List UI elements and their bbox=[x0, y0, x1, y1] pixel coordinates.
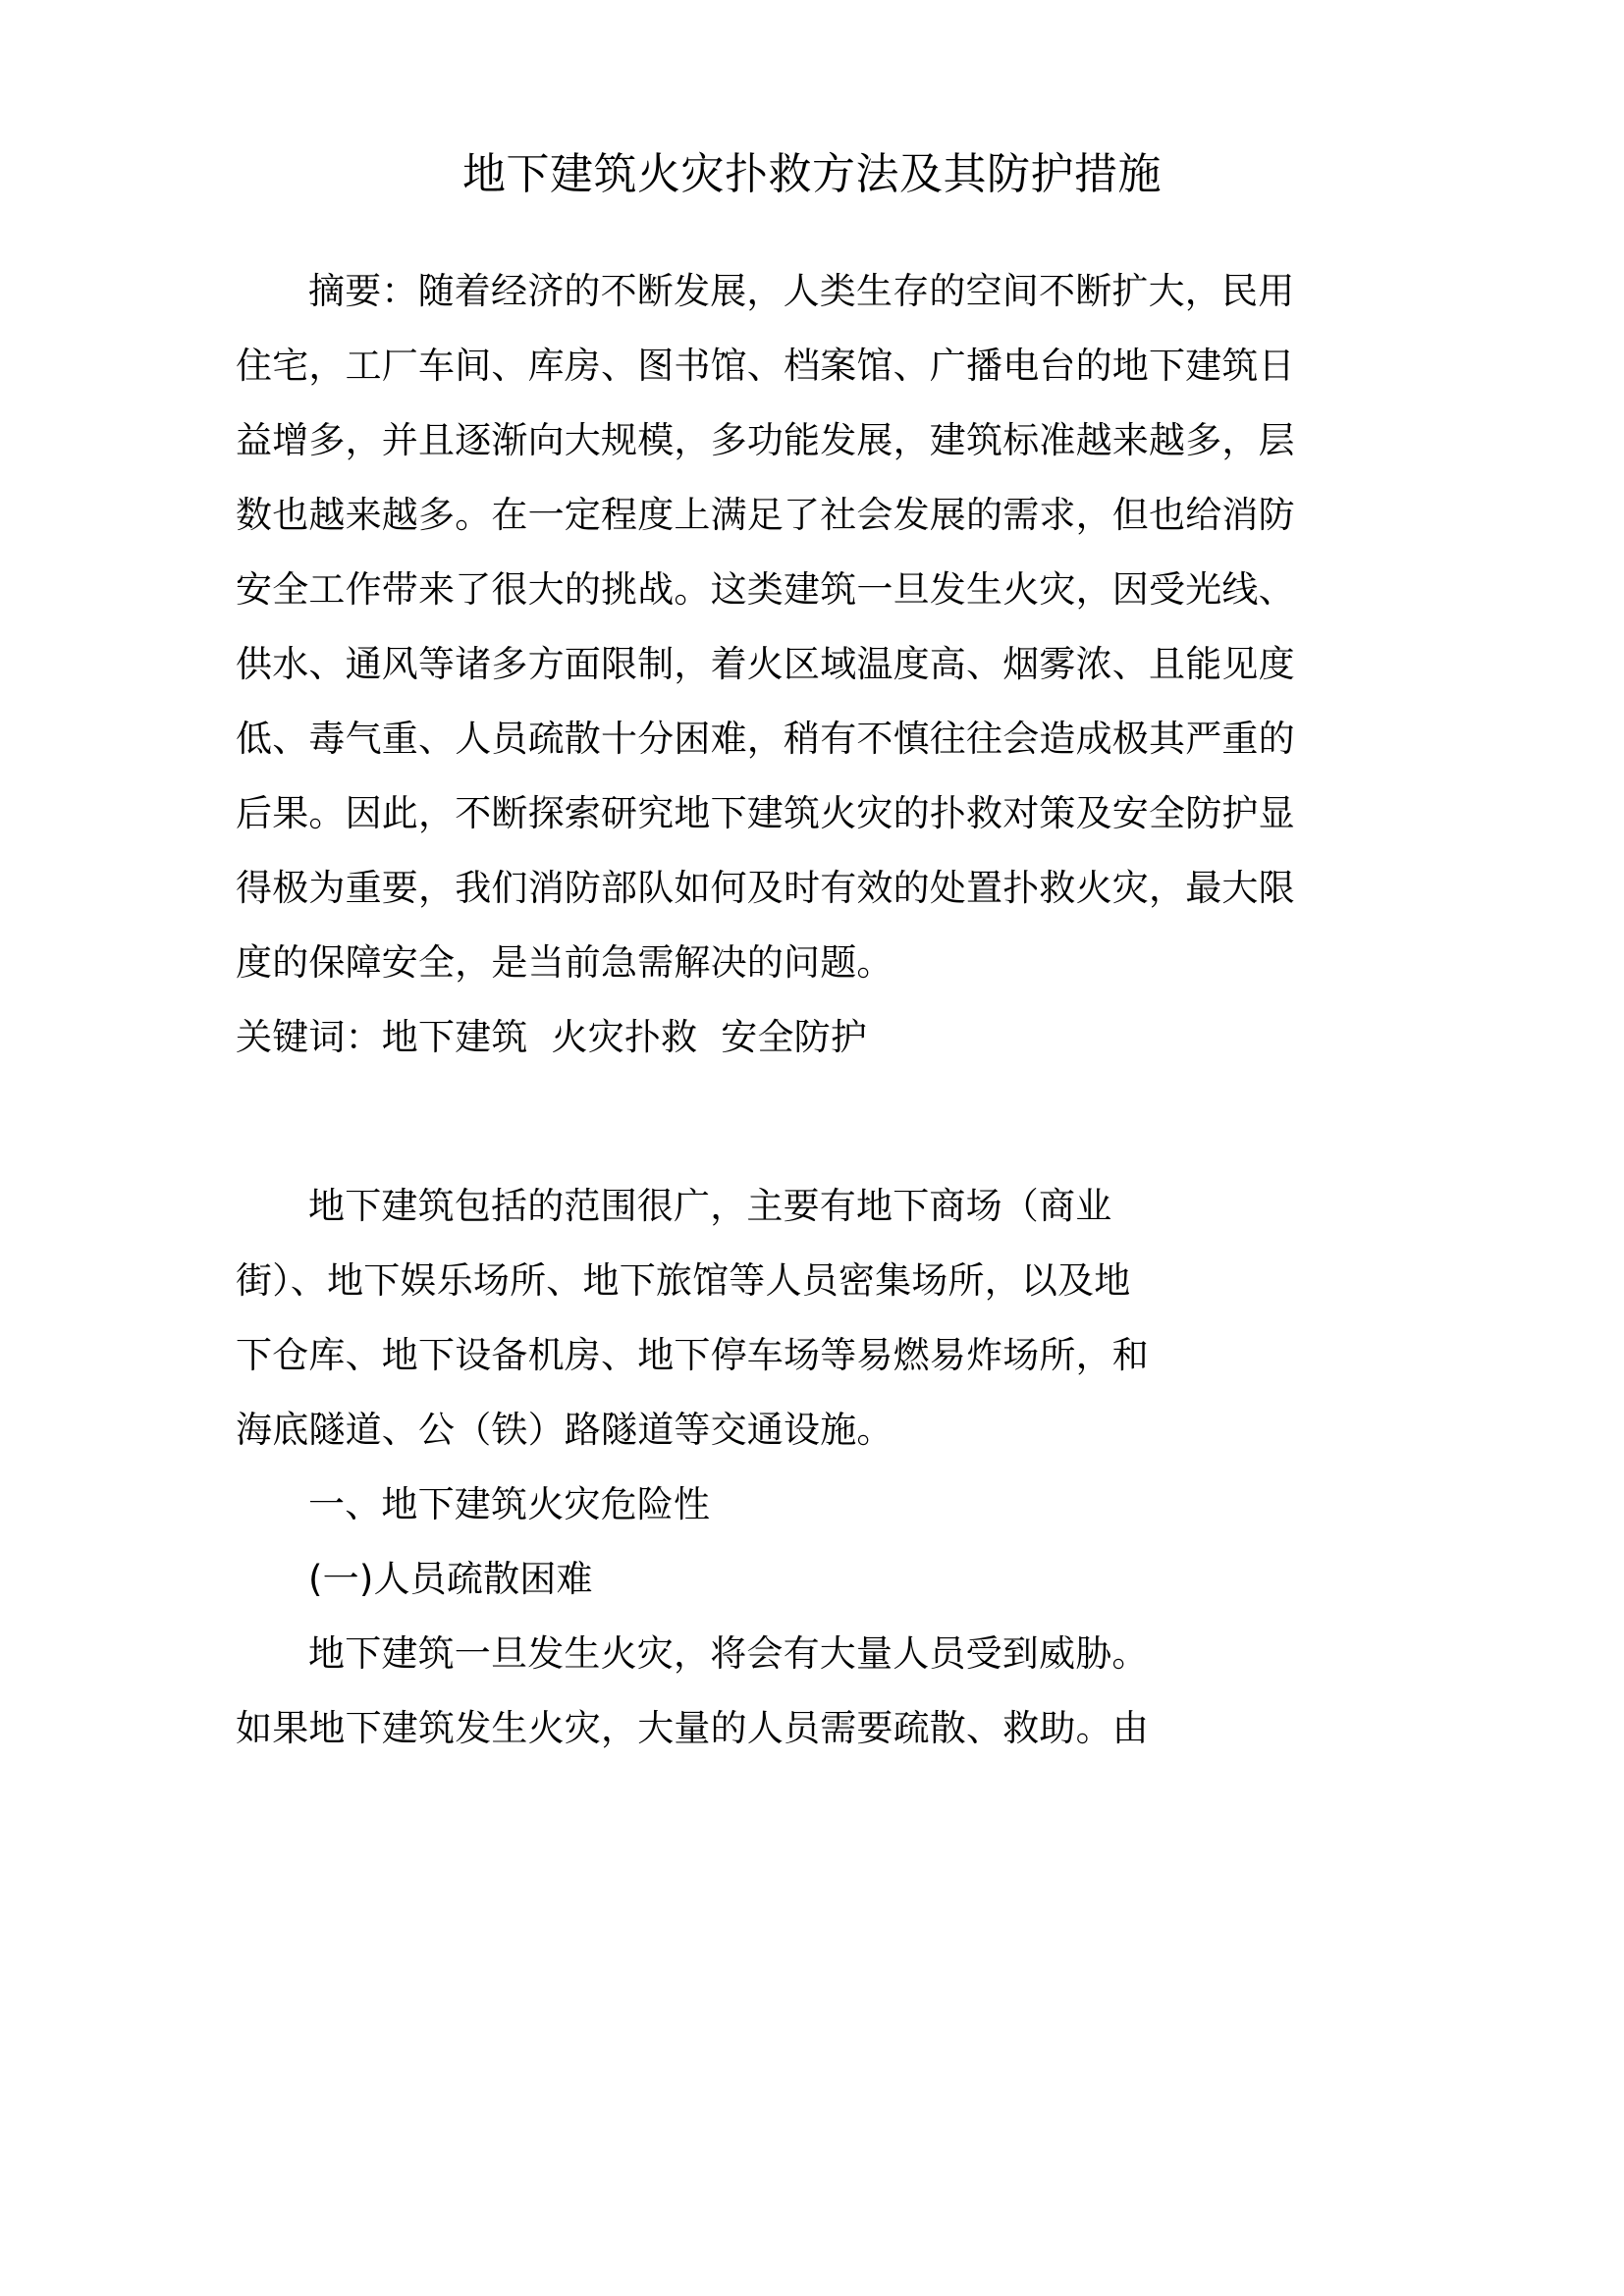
abstract-line: 得极为重要，我们消防部队如何及时有效的处置扑救火灾，最大限 bbox=[236, 867, 1295, 909]
abstract-line: 益增多，并且逐渐向大规模，多功能发展，建筑标准越来越多，层 bbox=[236, 419, 1295, 461]
body-line: 如果地下建筑发生火灾，大量的人员需要疏散、救助。由 bbox=[236, 1707, 1149, 1749]
body-line: 下仓库、地下设备机房、地下停车场等易燃易炸场所，和 bbox=[236, 1334, 1149, 1376]
abstract-line: 供水、通风等诸多方面限制，着火区域温度高、烟雾浓、且能见度 bbox=[236, 643, 1295, 685]
body-line: 街）、地下娱乐场所、地下旅馆等人员密集场所，以及地 bbox=[236, 1259, 1131, 1302]
abstract-line: 安全工作带来了很大的挑战。这类建筑一旦发生火灾，因受光线、 bbox=[236, 568, 1295, 611]
body-line: 地下建筑包括的范围很广，主要有地下商场（商业 bbox=[308, 1185, 1112, 1227]
abstract-line: 后果。因此，不断探索研究地下建筑火灾的扑救对策及安全防护显 bbox=[236, 792, 1295, 834]
section-heading-1-1: (一)人员疏散困难 bbox=[308, 1558, 593, 1600]
abstract-line: 住宅，工厂车间、库房、图书馆、档案馆、广播电台的地下建筑日 bbox=[236, 345, 1295, 387]
page-title: 地下建筑火灾扑救方法及其防护措施 bbox=[462, 149, 1162, 199]
abstract-line: 摘要：随着经济的不断发展，人类生存的空间不断扩大，民用 bbox=[308, 270, 1295, 312]
body-line: 地下建筑一旦发生火灾，将会有大量人员受到威胁。 bbox=[308, 1632, 1149, 1675]
body-paragraph-1 bbox=[236, 1169, 1388, 1468]
paragraph-spacer bbox=[236, 1075, 1388, 1169]
body-paragraph-2 bbox=[236, 1617, 1388, 1766]
section-heading-1: 一、地下建筑火灾危险性 bbox=[308, 1483, 711, 1525]
abstract-section bbox=[236, 254, 1388, 1000]
body-line: 海底隧道、公（铁）路隧道等交通设施。 bbox=[236, 1409, 893, 1451]
abstract-line: 度的保障安全，是当前急需解决的问题。 bbox=[236, 941, 893, 984]
keywords-line: 关键词：地下建筑 火灾扑救 安全防护 bbox=[236, 1016, 868, 1058]
abstract-line: 低、毒气重、人员疏散十分困难，稍有不慎往往会造成极其严重的 bbox=[236, 718, 1295, 760]
abstract-line: 数也越来越多。在一定程度上满足了社会发展的需求，但也给消防 bbox=[236, 494, 1295, 536]
